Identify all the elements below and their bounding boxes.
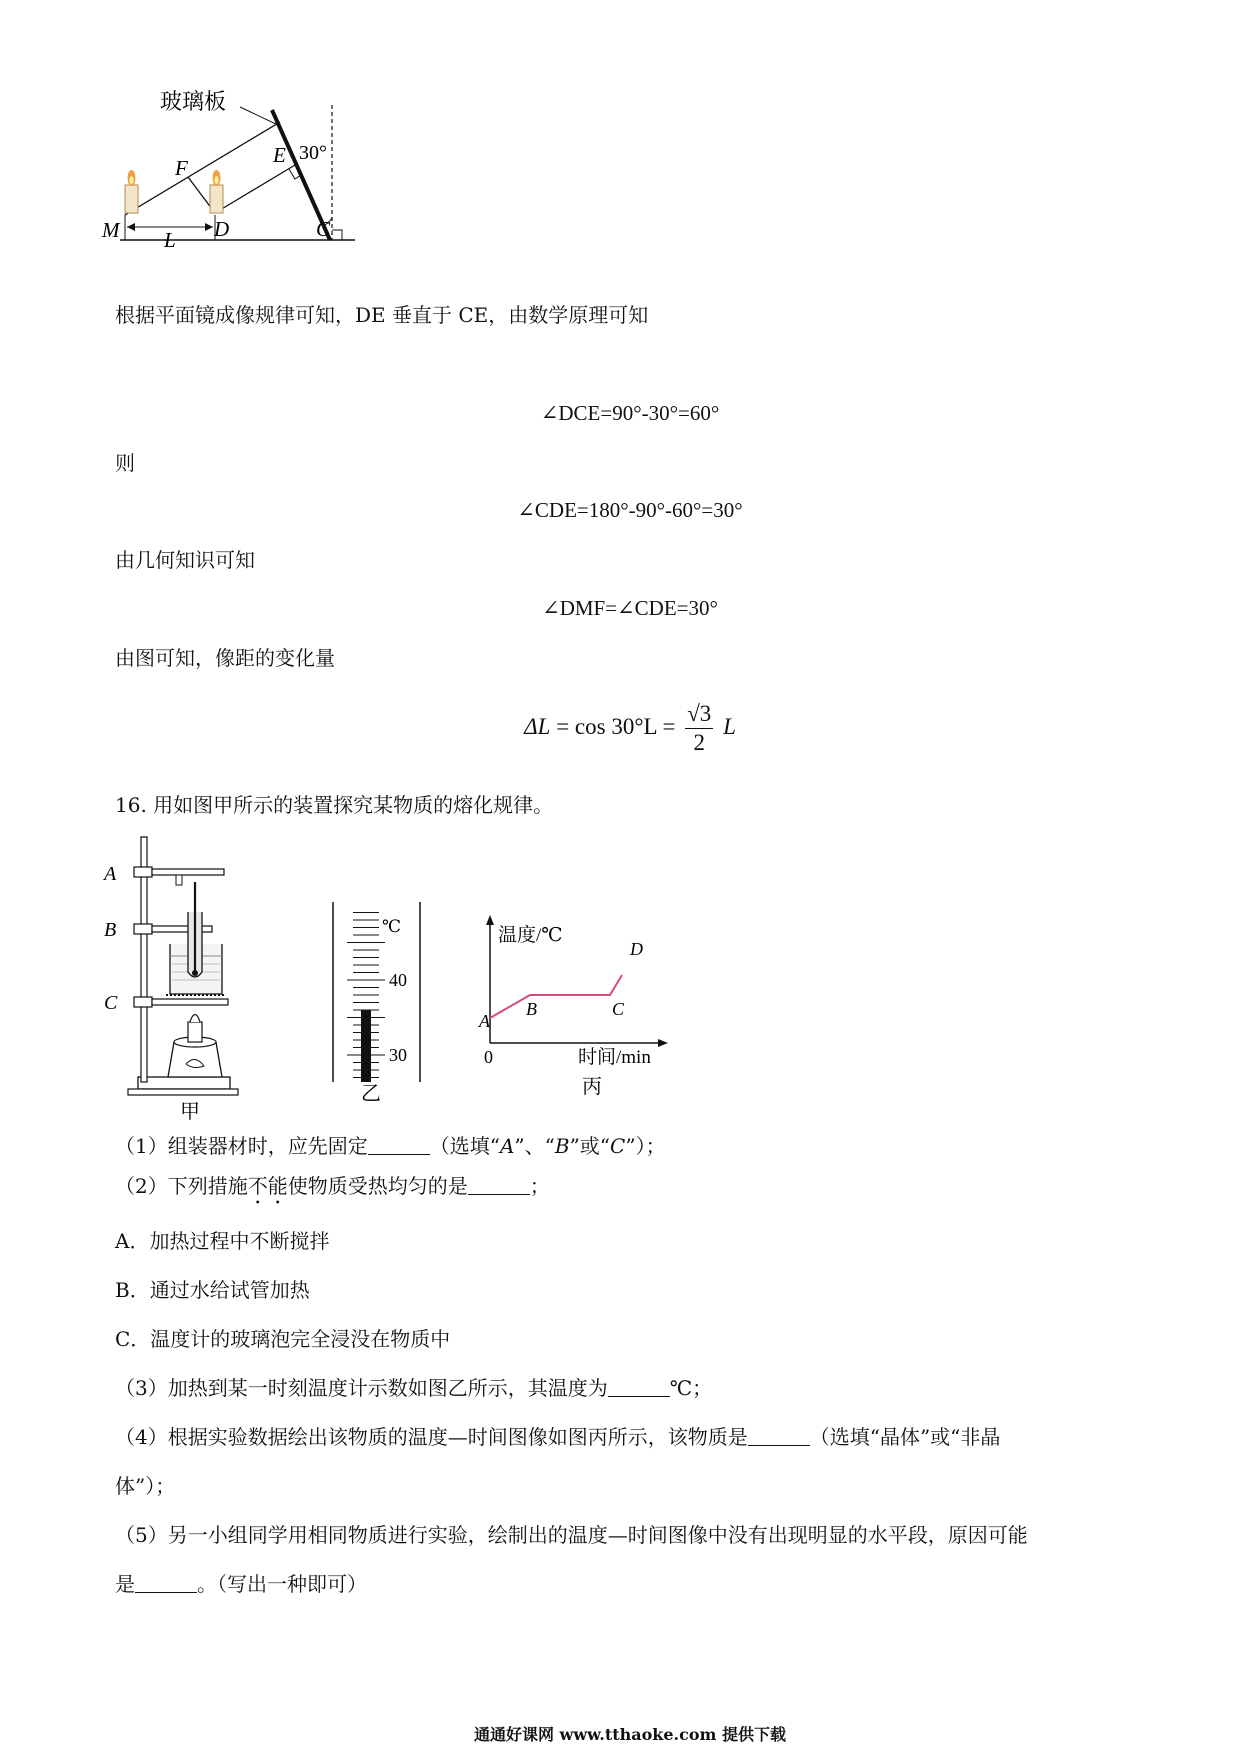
q1-answer-blank[interactable] [368,1134,430,1155]
q1-option-C: C [610,1134,626,1158]
q2-answer-blank[interactable] [468,1174,530,1195]
graph-origin: 0 [484,1047,493,1067]
question-16-2 [115,1173,550,1209]
thermometer-unit: ℃ [382,917,402,936]
caption-bing: 丙 [582,1076,602,1098]
q1-text-d: ”或“ [569,1134,611,1158]
question-16-3 [115,1375,712,1401]
graph-point-B: B [526,999,537,1019]
thermometer-tick-40: 40 [389,970,407,990]
q1-text-b: （选填“ [429,1134,500,1158]
solution-para-4: 由图可知，像距的变化量 [115,646,335,670]
question-16-stem: 16. 用如图甲所示的装置探究某物质的熔化规律。 [115,793,554,817]
fraction-denominator: 2 [693,730,705,755]
caption-jia: 甲 [180,1101,200,1123]
thermometer-figure [325,902,435,1112]
q2-emphasis: 不能 [247,1174,288,1198]
label-E: E [273,143,286,167]
delta-l-lhs: ΔL [524,713,551,739]
label-L: L [164,228,176,252]
solution-para-3: 由几何知识可知 [115,548,255,572]
delta-l-var: L [723,713,736,739]
q4-answer-blank[interactable] [748,1425,810,1446]
apparatus-label-C: C [104,992,118,1014]
temperature-time-graph [470,915,690,1105]
label-M: M [102,218,120,242]
solution-para-2: 则 [115,451,135,475]
apparatus-label-A: A [104,863,117,885]
q3-answer-blank[interactable] [608,1376,670,1397]
equation-delta-l [10,700,1250,757]
apparatus-label-B: B [104,919,117,941]
q5-text-b: 是 [115,1572,135,1596]
thermometer-tick-30: 30 [389,1045,407,1065]
option-A: A．加热过程中不断搅拌 [115,1229,330,1253]
question-16-5-cont [115,1571,367,1597]
question-16-4-cont: 体”）； [115,1474,176,1498]
q2-text-a: （2）下列措施 [115,1174,248,1198]
q4-text-b: （选填“晶体”或“非晶 [809,1425,1001,1449]
label-C: C [316,217,331,241]
equation-dce: ∠DCE=90°-30°=60° [540,401,720,425]
label-glass-plate: 玻璃板 [160,89,227,114]
q1-text-a: （1）组装器材时，应先固定 [115,1134,368,1158]
thermometer-mercury-column [361,1010,371,1082]
solution-para-1: 根据平面镜成像规律可知，DE 垂直于 CE，由数学原理可知 [115,303,649,327]
q1-text-c: ”、“ [514,1134,555,1158]
q3-text-a: （3）加热到某一时刻温度计示数如图乙所示，其温度为 [115,1376,608,1400]
graph-y-label: 温度/℃ [498,925,563,946]
q3-text-b: ℃； [669,1376,713,1400]
q2-text-b: 使物质受热均匀的是 [287,1174,468,1198]
q5-answer-blank[interactable] [135,1572,197,1593]
graph-curve [490,975,622,1018]
mirror-diagram [100,85,410,275]
equation-dmf: ∠DMF=∠CDE=30° [542,596,718,620]
q1-option-A: A [499,1134,515,1158]
label-D: D [214,217,230,241]
question-16-4 [115,1424,1000,1450]
label-angle-30: 30° [299,142,327,164]
option-B: B．通过水给试管加热 [115,1278,310,1302]
q1-option-B: B [554,1134,570,1158]
page-footer: 通通好课网 www.tthaoke.com 提供下载 [473,1725,787,1744]
graph-x-label: 时间/min [578,1047,651,1068]
q1-text-e: ”）； [625,1134,666,1158]
fraction-numerator: √3 [685,700,713,729]
equation-cde: ∠CDE=180°-90°-60°=30° [517,498,743,522]
fraction [685,700,713,757]
delta-l-mid: = cos 30°L = [556,713,676,739]
q5-text-c: 。（写出一种即可） [197,1572,367,1596]
graph-point-C: C [612,999,625,1019]
label-F: F [175,156,188,180]
q4-text-a: （4）根据实验数据绘出该物质的温度—时间图像如图丙所示，该物质是 [115,1425,748,1449]
caption-yi: 乙 [361,1083,381,1105]
q2-text-c: ； [529,1174,550,1198]
option-C: C．温度计的玻璃泡完全浸没在物质中 [115,1327,451,1351]
question-16-1 [115,1133,666,1159]
apparatus-figure [104,832,248,1123]
graph-point-A: A [479,1011,490,1031]
question-16-5: （5）另一小组同学用相同物质进行实验，绘制出的温度—时间图像中没有出现明显的水平段，原因可能 [115,1523,1028,1547]
graph-point-D: D [630,939,643,959]
